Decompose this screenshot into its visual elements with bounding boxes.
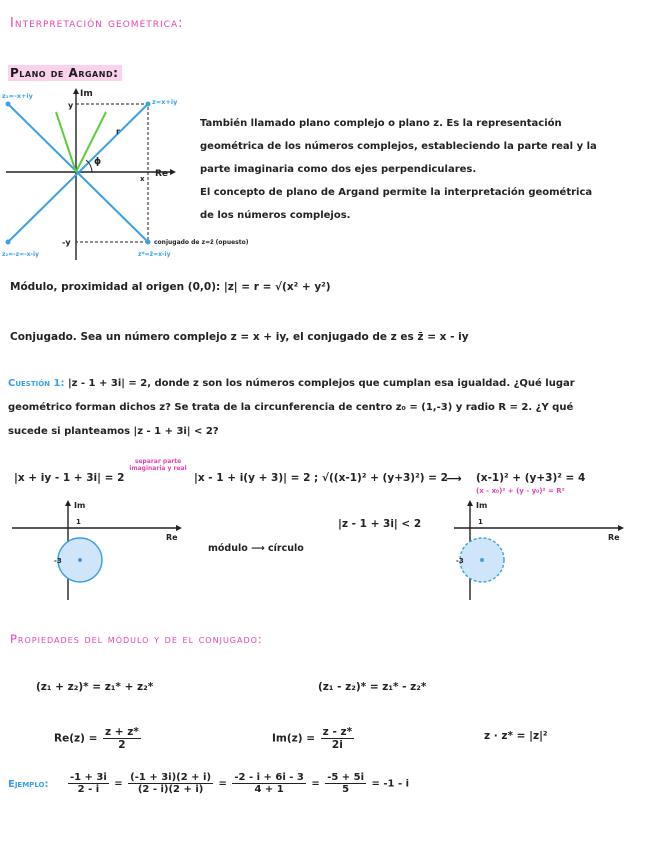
cuestion-block [8, 372, 648, 444]
eq-part-2: |x - 1 + i(y + 3)| = 2 ; [194, 472, 319, 484]
cuestion-line-3: sucede si planteamos |z - 1 + 3i| < 2? [8, 426, 219, 437]
plot-re-left: Re [166, 533, 178, 542]
inequality: |z - 1 + 3i| < 2 [338, 518, 422, 530]
point-zconj [146, 240, 151, 245]
prop-product: z · z* = |z|² [484, 730, 548, 742]
desc-line-2: geométrica de los números complejos, estableciendo la parte real y la [200, 141, 597, 152]
ej-f4-num: -5 + 5i [327, 772, 365, 783]
prop-sum: (z₁ + z₂)* = z₁* + z₂* [36, 681, 154, 693]
plot-three-left: -3 [54, 557, 62, 565]
desc-line-1: También llamado plano complejo o plano z. Es la representación [200, 118, 562, 129]
plot-one-left: 1 [76, 518, 81, 526]
plot-re-right: Re [608, 533, 620, 542]
ejemplo-label: Ejemplo: [8, 778, 49, 790]
x-tick: x [140, 175, 145, 183]
conj-note: conjugado de z=z̄ (opuesto) [154, 239, 249, 246]
point-z2 [6, 240, 11, 245]
dashed-box [76, 104, 148, 242]
argand-diagram [0, 84, 249, 264]
cuestion-label: Cuestión 1: [8, 378, 65, 389]
prop-re-den: 2 [118, 739, 126, 751]
r-label: r [116, 127, 120, 136]
eq-pink-general: (x - x₀)² + (y - y₀)² = R² [476, 487, 565, 495]
green-line-left [56, 112, 76, 172]
modulo-circulo: módulo ⟶ círculo [208, 543, 304, 554]
ej-f1-den: 2 - i [77, 784, 100, 795]
ej-eq-1: = [114, 778, 123, 790]
ejemplo-row [8, 772, 409, 795]
ej-result: = -1 - i [371, 778, 410, 790]
neg-y-tick: -y [62, 238, 71, 247]
argand-heading [8, 66, 122, 80]
circle-plot-right [452, 496, 642, 604]
prop-re [54, 726, 143, 751]
z-label: z=x+iy [152, 98, 178, 106]
prop-re-num: z + z* [105, 726, 139, 738]
prop-diff: (z₁ - z₂)* = z₁* - z₂* [318, 681, 427, 693]
modulo-definition: Módulo, proximidad al origen (0,0): |z| = r = √(x² + y²) [10, 281, 331, 293]
eq-part-1: |x + iy - 1 + 3i| = 2 [14, 472, 125, 484]
prop-im [272, 726, 356, 751]
cuestion-line-2: geométrico forman dichos z? Se trata de la circunferencia de centro z₀ = (1,-3) y radio R = 2. ¿Y qué [8, 402, 574, 413]
center-point-right [480, 558, 484, 562]
argand-description [200, 112, 640, 227]
ej-f4-den: 5 [342, 784, 350, 795]
long-arrow-icon: ⟶ [446, 472, 462, 485]
prop-im-den: 2i [331, 739, 343, 751]
plot-im-right: Im [476, 501, 488, 510]
ej-f1-num: -1 + 3i [69, 772, 107, 783]
zconj-label: z*=z̄=x-iy [138, 251, 171, 258]
prop-im-num: z - z* [322, 726, 353, 738]
im-axis-arrow [73, 88, 79, 94]
z1-label: z₁=-x+iy [2, 92, 33, 100]
eq-note: separar parte imaginaria y real [129, 458, 187, 472]
point-z1 [6, 102, 11, 107]
eq-part-4: (x-1)² + (y+3)² = 4 [476, 472, 586, 484]
desc-line-3: parte imaginaria como dos ejes perpendiculares. [200, 164, 477, 175]
prop-im-lhs: Im(z) = [272, 732, 316, 745]
y-tick: y [68, 101, 74, 110]
cuestion-line-1: |z - 1 + 3i| = 2, donde z son los números complejos que cumplan esa igualdad. ¿Qué lugar [67, 378, 575, 389]
ej-eq-3: = [311, 778, 320, 790]
ej-eq-2: = [218, 778, 227, 790]
propiedades-heading: Propiedades del módulo y de el conjugado: [10, 632, 263, 646]
page-title: Interpretación geométrica: [10, 16, 184, 31]
re-axis-arrow [170, 169, 176, 175]
ej-f2-num: (-1 + 3i)(2 + i) [130, 772, 212, 783]
point-z [146, 102, 151, 107]
plot-im-left: Im [74, 501, 86, 510]
im-label: Im [80, 89, 93, 99]
eq-part-3: √((x-1)² + (y+3)²) = 2 [322, 472, 448, 484]
ej-f3-num: -2 - i + 6i - 3 [234, 772, 304, 783]
circle-plot-left [10, 496, 190, 604]
center-point [78, 558, 82, 562]
plot-one-right: 1 [478, 518, 483, 526]
ej-f2-den: (2 - i)(2 + i) [137, 784, 204, 795]
re-label: Re [155, 169, 169, 179]
green-line-right [76, 112, 106, 172]
plot-three-right: -3 [456, 557, 464, 565]
ej-f3-den: 4 + 1 [254, 784, 284, 795]
argand-heading-text: Plano de Argand: [8, 65, 122, 81]
prop-re-lhs: Re(z) = [54, 732, 98, 745]
conjugado-definition: Conjugado. Sea un número complejo z = x + iy, el conjugado de z es z̄ = x - iy [10, 331, 469, 343]
z2-label: z₂=-z=-x-iy [2, 251, 39, 258]
desc-line-4: El concepto de plano de Argand permite la interpretación geométrica [200, 187, 593, 198]
phi-label: ϕ [94, 157, 102, 167]
desc-line-5: de los números complejos. [200, 210, 351, 221]
